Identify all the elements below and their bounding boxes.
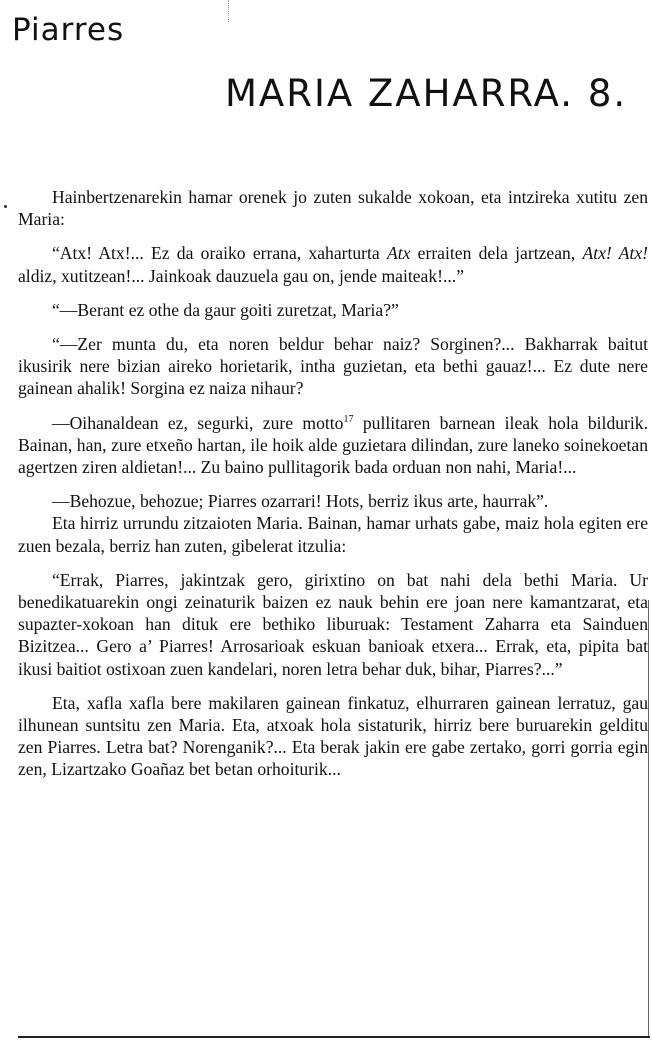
paragraph-9: Eta, xafla xafla bere makilaren gainean finkatuz, elhurraren gainean lerratuz, gau ilhunean suntsitu zen Maria. Eta, atxoak hola sistaturik, hirriz bere buruarekin gelditu zen Piarres. Letra bat? Norenganik?... Eta berak jakin ere gabe zertako, gorri gorria egin zen, Lizartzako Goañaz bet betan orhoiturik...	[18, 692, 648, 780]
paragraph-2	[18, 242, 648, 286]
paragraph-8: “Errak, Piarres, jakintzak gero, girixtino on bat nahi dela bethi Maria. Ur benedikatuarekin ongi zeinaturik baizen ez nauk behin ere joan nere kamantzarat, eta supazter-xokoan han dituk ere bethiko liburuak: Testament Zaharra eta Sainduen Bizitzea... Gero a’ Piarres! Arrosarioak eskuan banioak etxera... Errak, eta, pipita bat ikusi baitiot ostixoan zuen kandelari, noren letra behar duk, bihar, Piarres?...”	[18, 569, 648, 679]
paragraph-5-text-a: —Oihanaldean ez, segurki, zure motto	[52, 412, 344, 433]
paragraph-3: “—Berant ez othe da gaur goiti zuretzat, Maria?”	[52, 299, 399, 320]
paragraph-2-text-a: “Atx! Atx!... Ez da oraiko errana, xaharturta	[52, 243, 387, 264]
paragraph-1: Hainbertzenarekin hamar orenek jo zuten sukalde xokoan, eta intzireka xutitu zen Maria:	[18, 187, 648, 230]
footnote-marker: 17	[343, 413, 354, 425]
paragraph-2-emph-a: Atx	[386, 243, 411, 264]
right-margin-line	[648, 600, 649, 1038]
author-name: Piarres	[12, 12, 125, 48]
paragraph-5	[18, 412, 648, 479]
paragraph-7: Eta hirriz urrundu zitzaioten Maria. Bainan, hamar urhats gabe, maiz hola egiten ere zuen bezala, berriz han zuten, gibelerat itzulia:	[18, 513, 648, 556]
paragraph-2-text-c: aldiz, xutitzean!... Jainkoak dauzuela gau on, jende maiteak!...”	[18, 265, 465, 286]
paragraph-4: “—Zer munta du, eta noren beldur behar naiz? Sorginen?... Bakharrak baitut ikusirik nere bizian aireko horietarik, intha guzietan, eta bethi gauaz!... Ez dute nere gainean ahalik! Sorgina ez naiza nihaur?	[18, 334, 648, 399]
story-body	[18, 186, 648, 793]
bottom-rule	[18, 1036, 650, 1038]
paragraph-5-text-b: pullitaren barnean ileak hola bildurik. Bainan, han, zure etxeño hartan, ile hoik alde guzietara dilindan, zure laneko soinekoetan agertzen ziren aldietan!... Zu baino pullitagorik bada orduan non nahi, Maria!...	[18, 412, 648, 478]
chapter-title: MARIA ZAHARRA. 8.	[225, 72, 628, 115]
paragraph-2-text-b: erraiten dela jartzean,	[410, 243, 583, 264]
margin-dot	[4, 205, 7, 208]
paragraph-6: —Behozue, behozue; Piarres ozarrari! Hots, berriz ikus arte, haurrak”.	[52, 491, 549, 512]
paragraph-2-emph-b: Atx! Atx!	[582, 243, 648, 264]
top-dotted-rule	[228, 0, 229, 22]
